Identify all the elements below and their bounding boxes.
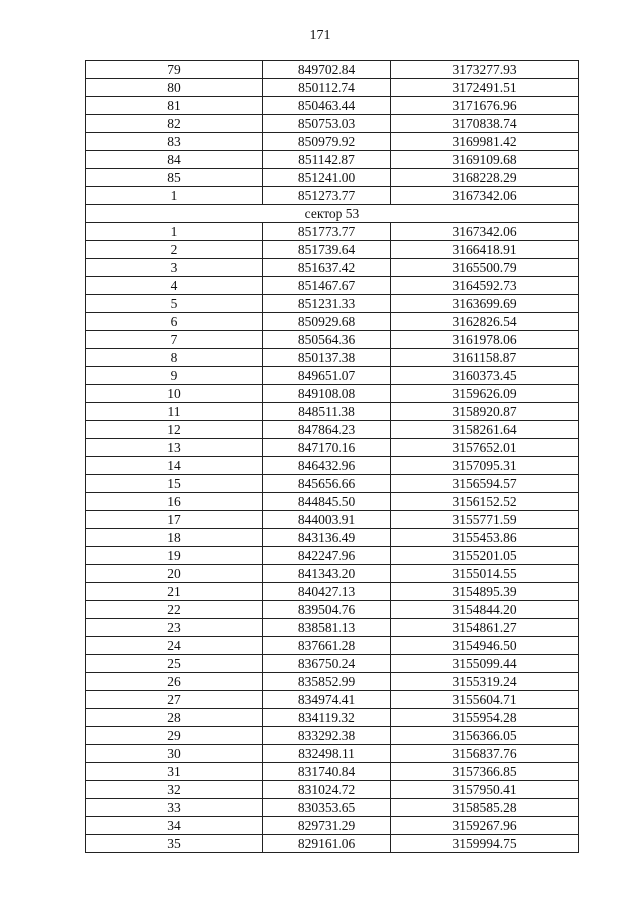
table-row [86, 601, 579, 619]
table-row [86, 763, 579, 781]
x-coordinate-cell: 835852.99 [263, 673, 391, 691]
x-coordinate-cell: 844003.91 [263, 511, 391, 529]
table-row [86, 709, 579, 727]
x-coordinate-cell: 851273.77 [263, 187, 391, 205]
y-coordinate-cell: 3170838.74 [391, 115, 579, 133]
table-row [86, 421, 579, 439]
y-coordinate-cell: 3158920.87 [391, 403, 579, 421]
y-coordinate-cell: 3159267.96 [391, 817, 579, 835]
table-row [86, 655, 579, 673]
point-number-cell: 13 [86, 439, 263, 457]
table-row [86, 403, 579, 421]
y-coordinate-cell: 3161978.06 [391, 331, 579, 349]
point-number-cell: 17 [86, 511, 263, 529]
y-coordinate-cell: 3166418.91 [391, 241, 579, 259]
y-coordinate-cell: 3156594.57 [391, 475, 579, 493]
point-number-cell: 81 [86, 97, 263, 115]
table-row [86, 259, 579, 277]
y-coordinate-cell: 3159626.09 [391, 385, 579, 403]
y-coordinate-cell: 3169981.42 [391, 133, 579, 151]
table-row [86, 97, 579, 115]
table-row [86, 61, 579, 79]
point-number-cell: 20 [86, 565, 263, 583]
x-coordinate-cell: 851773.77 [263, 223, 391, 241]
x-coordinate-cell: 851241.00 [263, 169, 391, 187]
point-number-cell: 16 [86, 493, 263, 511]
y-coordinate-cell: 3155771.59 [391, 511, 579, 529]
y-coordinate-cell: 3155319.24 [391, 673, 579, 691]
y-coordinate-cell: 3155954.28 [391, 709, 579, 727]
point-number-cell: 19 [86, 547, 263, 565]
x-coordinate-cell: 831024.72 [263, 781, 391, 799]
point-number-cell: 83 [86, 133, 263, 151]
table-row [86, 79, 579, 97]
y-coordinate-cell: 3172491.51 [391, 79, 579, 97]
y-coordinate-cell: 3155014.55 [391, 565, 579, 583]
y-coordinate-cell: 3155453.86 [391, 529, 579, 547]
table-row [86, 367, 579, 385]
x-coordinate-cell: 840427.13 [263, 583, 391, 601]
x-coordinate-cell: 842247.96 [263, 547, 391, 565]
y-coordinate-cell: 3156837.76 [391, 745, 579, 763]
y-coordinate-cell: 3155201.05 [391, 547, 579, 565]
point-number-cell: 85 [86, 169, 263, 187]
table-row [86, 619, 579, 637]
x-coordinate-cell: 849108.08 [263, 385, 391, 403]
y-coordinate-cell: 3168228.29 [391, 169, 579, 187]
table-row [86, 817, 579, 835]
y-coordinate-cell: 3173277.93 [391, 61, 579, 79]
point-number-cell: 28 [86, 709, 263, 727]
y-coordinate-cell: 3154895.39 [391, 583, 579, 601]
y-coordinate-cell: 3169109.68 [391, 151, 579, 169]
y-coordinate-cell: 3158585.28 [391, 799, 579, 817]
y-coordinate-cell: 3157366.85 [391, 763, 579, 781]
table-row [86, 511, 579, 529]
table-row [86, 799, 579, 817]
x-coordinate-cell: 850463.44 [263, 97, 391, 115]
x-coordinate-cell: 851231.33 [263, 295, 391, 313]
table-row [86, 115, 579, 133]
x-coordinate-cell: 850979.92 [263, 133, 391, 151]
x-coordinate-cell: 846432.96 [263, 457, 391, 475]
table-row [86, 529, 579, 547]
point-number-cell: 5 [86, 295, 263, 313]
point-number-cell: 30 [86, 745, 263, 763]
y-coordinate-cell: 3155099.44 [391, 655, 579, 673]
y-coordinate-cell: 3156366.05 [391, 727, 579, 745]
point-number-cell: 10 [86, 385, 263, 403]
x-coordinate-cell: 850112.74 [263, 79, 391, 97]
x-coordinate-cell: 841343.20 [263, 565, 391, 583]
y-coordinate-cell: 3157652.01 [391, 439, 579, 457]
table-row [86, 385, 579, 403]
point-number-cell: 6 [86, 313, 263, 331]
y-coordinate-cell: 3171676.96 [391, 97, 579, 115]
point-number-cell: 3 [86, 259, 263, 277]
x-coordinate-cell: 837661.28 [263, 637, 391, 655]
x-coordinate-cell: 850929.68 [263, 313, 391, 331]
x-coordinate-cell: 851637.42 [263, 259, 391, 277]
x-coordinate-cell: 838581.13 [263, 619, 391, 637]
point-number-cell: 82 [86, 115, 263, 133]
table-row [86, 349, 579, 367]
x-coordinate-cell: 851739.64 [263, 241, 391, 259]
point-number-cell: 18 [86, 529, 263, 547]
point-number-cell: 14 [86, 457, 263, 475]
x-coordinate-cell: 851467.67 [263, 277, 391, 295]
table-row [86, 673, 579, 691]
x-coordinate-cell: 845656.66 [263, 475, 391, 493]
x-coordinate-cell: 834974.41 [263, 691, 391, 709]
table-row [86, 475, 579, 493]
table-row [86, 295, 579, 313]
x-coordinate-cell: 843136.49 [263, 529, 391, 547]
table-row [86, 241, 579, 259]
x-coordinate-cell: 829731.29 [263, 817, 391, 835]
y-coordinate-cell: 3167342.06 [391, 223, 579, 241]
table-row [86, 313, 579, 331]
y-coordinate-cell: 3164592.73 [391, 277, 579, 295]
y-coordinate-cell: 3160373.45 [391, 367, 579, 385]
point-number-cell: 29 [86, 727, 263, 745]
x-coordinate-cell: 831740.84 [263, 763, 391, 781]
point-number-cell: 84 [86, 151, 263, 169]
table-row [86, 493, 579, 511]
x-coordinate-cell: 832498.11 [263, 745, 391, 763]
point-number-cell: 22 [86, 601, 263, 619]
point-number-cell: 12 [86, 421, 263, 439]
y-coordinate-cell: 3154844.20 [391, 601, 579, 619]
table-row [86, 169, 579, 187]
x-coordinate-cell: 834119.32 [263, 709, 391, 727]
x-coordinate-cell: 849702.84 [263, 61, 391, 79]
point-number-cell: 31 [86, 763, 263, 781]
y-coordinate-cell: 3154861.27 [391, 619, 579, 637]
point-number-cell: 32 [86, 781, 263, 799]
table-row [86, 277, 579, 295]
point-number-cell: 21 [86, 583, 263, 601]
table-row [86, 781, 579, 799]
y-coordinate-cell: 3157095.31 [391, 457, 579, 475]
table-row [86, 547, 579, 565]
table-row [86, 457, 579, 475]
table-row [86, 565, 579, 583]
x-coordinate-cell: 836750.24 [263, 655, 391, 673]
sector-heading-row [86, 205, 579, 223]
point-number-cell: 25 [86, 655, 263, 673]
coordinates-table-body [86, 61, 579, 853]
y-coordinate-cell: 3155604.71 [391, 691, 579, 709]
x-coordinate-cell: 833292.38 [263, 727, 391, 745]
point-number-cell: 8 [86, 349, 263, 367]
table-row [86, 745, 579, 763]
y-coordinate-cell: 3156152.52 [391, 493, 579, 511]
y-coordinate-cell: 3154946.50 [391, 637, 579, 655]
table-row [86, 583, 579, 601]
point-number-cell: 1 [86, 223, 263, 241]
table-row [86, 187, 579, 205]
y-coordinate-cell: 3162826.54 [391, 313, 579, 331]
point-number-cell: 4 [86, 277, 263, 295]
x-coordinate-cell: 839504.76 [263, 601, 391, 619]
table-row [86, 727, 579, 745]
point-number-cell: 24 [86, 637, 263, 655]
point-number-cell: 26 [86, 673, 263, 691]
x-coordinate-cell: 850564.36 [263, 331, 391, 349]
x-coordinate-cell: 850137.38 [263, 349, 391, 367]
x-coordinate-cell: 850753.03 [263, 115, 391, 133]
y-coordinate-cell: 3165500.79 [391, 259, 579, 277]
table-row [86, 691, 579, 709]
point-number-cell: 23 [86, 619, 263, 637]
table-row [86, 223, 579, 241]
table-row [86, 835, 579, 853]
point-number-cell: 1 [86, 187, 263, 205]
coordinates-table [85, 60, 579, 853]
table-row [86, 439, 579, 457]
y-coordinate-cell: 3158261.64 [391, 421, 579, 439]
point-number-cell: 7 [86, 331, 263, 349]
x-coordinate-cell: 851142.87 [263, 151, 391, 169]
point-number-cell: 35 [86, 835, 263, 853]
x-coordinate-cell: 849651.07 [263, 367, 391, 385]
point-number-cell: 15 [86, 475, 263, 493]
point-number-cell: 79 [86, 61, 263, 79]
point-number-cell: 33 [86, 799, 263, 817]
x-coordinate-cell: 848511.38 [263, 403, 391, 421]
point-number-cell: 80 [86, 79, 263, 97]
y-coordinate-cell: 3161158.87 [391, 349, 579, 367]
table-row [86, 637, 579, 655]
table-row [86, 133, 579, 151]
table-row [86, 151, 579, 169]
y-coordinate-cell: 3157950.41 [391, 781, 579, 799]
point-number-cell: 34 [86, 817, 263, 835]
page-number: 171 [309, 28, 331, 43]
x-coordinate-cell: 830353.65 [263, 799, 391, 817]
x-coordinate-cell: 847864.23 [263, 421, 391, 439]
point-number-cell: 27 [86, 691, 263, 709]
point-number-cell: 2 [86, 241, 263, 259]
y-coordinate-cell: 3159994.75 [391, 835, 579, 853]
y-coordinate-cell: 3163699.69 [391, 295, 579, 313]
x-coordinate-cell: 829161.06 [263, 835, 391, 853]
table-row [86, 331, 579, 349]
point-number-cell: 9 [86, 367, 263, 385]
y-coordinate-cell: 3167342.06 [391, 187, 579, 205]
sector-heading: сектор 53 [86, 205, 579, 223]
point-number-cell: 11 [86, 403, 263, 421]
x-coordinate-cell: 844845.50 [263, 493, 391, 511]
x-coordinate-cell: 847170.16 [263, 439, 391, 457]
